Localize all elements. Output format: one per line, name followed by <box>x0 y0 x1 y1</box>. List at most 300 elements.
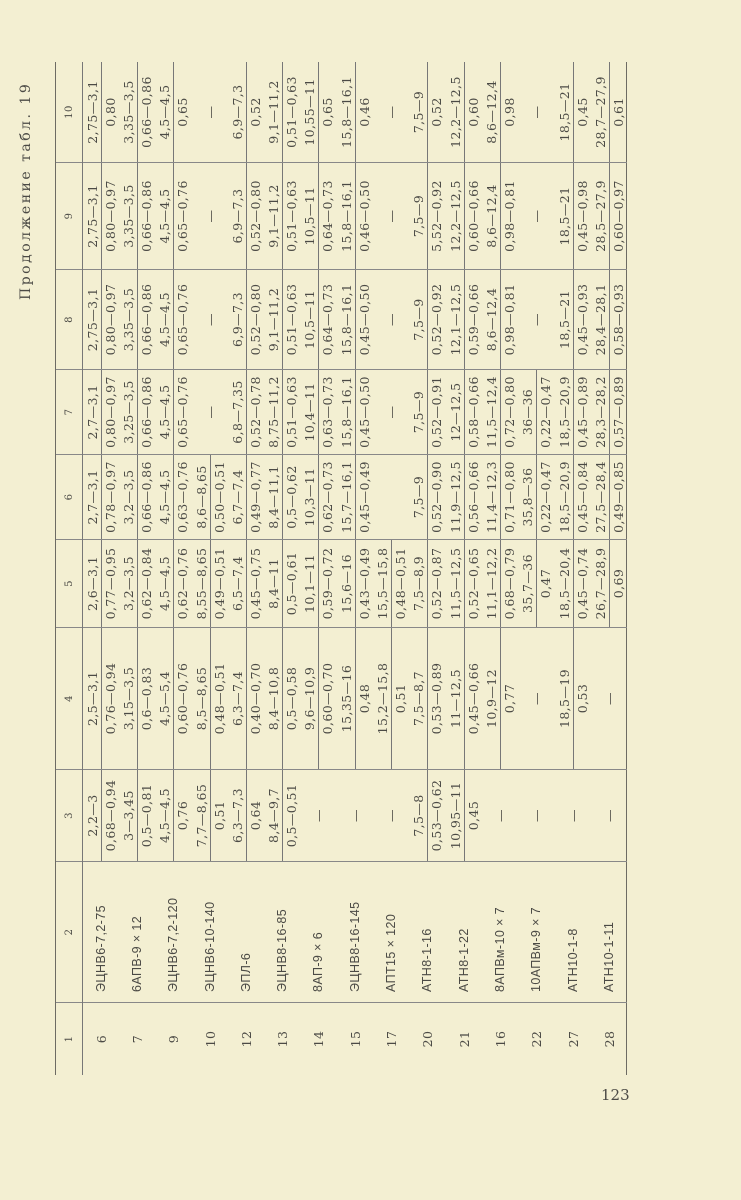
value-cell <box>301 270 337 370</box>
ratio-value: 0,52—0,65 <box>464 540 482 627</box>
range-value: — <box>311 809 327 822</box>
range-value: 15,6—16 <box>338 553 354 614</box>
range-value: 7,5—8,7 <box>411 670 427 727</box>
range-value: 4,5—4,5 <box>157 469 173 525</box>
range-value: 9,6—10,9 <box>302 666 318 731</box>
range-value: 10,5—11 <box>302 186 318 246</box>
value-cell <box>156 270 192 370</box>
ratio-value: 0,66—0,86 <box>137 455 155 539</box>
value-cell <box>591 270 627 370</box>
row-number: 27 <box>565 1030 581 1048</box>
row-number: 9 <box>166 1034 182 1044</box>
ratio-value: 0,59—0,66 <box>464 270 482 369</box>
ratio-value: 0,51 <box>210 770 228 861</box>
table-row <box>555 62 591 1075</box>
range-value: — <box>384 209 400 223</box>
value-cell <box>156 540 192 628</box>
range-value: 12,2—12,5 <box>447 76 463 148</box>
ratio-value: 0,49—0,77 <box>246 455 264 539</box>
range-value: 7,5—8,9 <box>411 555 427 612</box>
value-cell <box>83 370 119 455</box>
range-value: 2,7—3,1 <box>84 469 100 525</box>
range-value: 15,7—16,1 <box>338 461 354 533</box>
value-cell <box>482 455 518 540</box>
range-value: 35,7—36 <box>520 553 536 614</box>
equipment-name-cell <box>410 862 446 1003</box>
column-header <box>56 1003 82 1075</box>
value-cell <box>301 370 337 455</box>
value-cell <box>264 370 300 455</box>
row-number-cell <box>192 1003 228 1075</box>
range-value: 2,75—3,1 <box>84 80 100 144</box>
equipment-name-cell <box>482 862 518 1003</box>
row-number-cell <box>228 1003 264 1075</box>
column-header-label: 5 <box>63 580 75 587</box>
range-value: 3—3,45 <box>120 790 136 841</box>
value-cell <box>446 163 482 270</box>
equipment-name-cell <box>301 862 337 1003</box>
range-value: 18,5—20,4 <box>556 547 572 620</box>
range-value: — <box>529 809 545 822</box>
ratio-value: 0,65—0,76 <box>173 270 191 369</box>
equipment-name: ЭЦНВ8-16-85 <box>275 908 290 992</box>
range-value: — <box>202 405 218 419</box>
ratio-value: 0,45—0,50 <box>355 370 373 454</box>
ratio-value: 0,52—0,87 <box>427 540 445 627</box>
ratio-value: 0,48—0,51 <box>391 540 409 627</box>
range-value: 4,5—4,5 <box>157 384 173 440</box>
value-cell <box>192 628 228 770</box>
range-value: 4,5—4,5 <box>157 291 173 348</box>
range-value: 8,55—8,65 <box>193 547 209 620</box>
range-value: 8,4—9,7 <box>266 787 282 844</box>
value-cell <box>446 370 482 455</box>
equipment-name-cell <box>555 862 591 1003</box>
range-value: 12—12,5 <box>447 382 463 442</box>
value-cell <box>119 163 155 270</box>
ratio-value: 0,80 <box>101 62 119 162</box>
range-value: 36—36 <box>520 388 536 436</box>
ratio-value: 0,57—0,89 <box>609 370 627 454</box>
range-value: 2,6—3,1 <box>84 555 100 612</box>
value-cell <box>83 770 119 862</box>
ratio-value: 0,60—0,97 <box>609 163 627 269</box>
range-value: 11,9—12,5 <box>447 461 463 533</box>
column-header-label: 10 <box>63 105 75 119</box>
range-value: — <box>529 692 545 705</box>
ratio-value: 0,51—0,63 <box>282 370 300 454</box>
row-number-cell <box>519 1003 555 1075</box>
value-cell <box>555 62 591 163</box>
row-number-cell <box>264 1003 300 1075</box>
range-value: 28,7—27,9 <box>592 76 608 148</box>
ratio-value: 0,64—0,73 <box>318 163 336 269</box>
range-value: 6,9—7,3 <box>229 84 245 140</box>
range-value: 28,4—28,1 <box>592 283 608 356</box>
ratio-value: 0,52—0,92 <box>427 270 445 369</box>
value-cell <box>482 370 518 455</box>
range-value: 2,5—3,1 <box>84 670 100 727</box>
row-number-cell <box>337 1003 373 1075</box>
value-cell <box>482 540 518 628</box>
ratio-value: 0,47 <box>536 540 554 627</box>
value-cell <box>337 540 373 628</box>
ratio-value: 0,5—0,81 <box>137 770 155 861</box>
range-value: 4,5—5,4 <box>157 670 173 727</box>
equipment-name-cell <box>192 862 228 1003</box>
equipment-name-cell <box>591 862 627 1003</box>
ratio-value: 0,52—0,91 <box>427 370 445 454</box>
ratio-value: 0,65 <box>318 62 336 162</box>
equipment-name: АТН10-1-8 <box>565 928 580 992</box>
value-cell <box>410 370 446 455</box>
range-value: 11,1—12,2 <box>483 547 499 620</box>
ratio-value: 0,80—0,97 <box>101 370 119 454</box>
value-cell <box>410 62 446 163</box>
value-cell <box>373 628 409 770</box>
ratio-value: 0,45—0,93 <box>573 270 591 369</box>
ratio-value: 0,45—0,75 <box>246 540 264 627</box>
value-cell <box>192 163 228 270</box>
value-cell <box>482 163 518 270</box>
range-value: 10,3—11 <box>302 467 318 527</box>
ratio-value: 0,51—0,63 <box>282 270 300 369</box>
ratio-value: 0,5—0,61 <box>282 540 300 627</box>
ratio-value: 0,45—0,89 <box>573 370 591 454</box>
range-value: 11—12,5 <box>447 668 463 729</box>
ratio-value: 0,45—0,50 <box>355 270 373 369</box>
range-value: — <box>529 313 545 326</box>
range-value: 6,5—7,4 <box>229 555 245 612</box>
range-value: 10,5—11 <box>302 289 318 350</box>
range-value: 9,1—11,2 <box>266 287 282 352</box>
ratio-value: 0,46—0,50 <box>355 163 373 269</box>
equipment-name-cell <box>119 862 155 1003</box>
value-cell <box>555 455 591 540</box>
value-cell <box>555 270 591 370</box>
ratio-value: 0,98—0,81 <box>500 163 518 269</box>
range-value: — <box>384 313 400 326</box>
ratio-value: 0,52 <box>427 62 445 162</box>
ratio-value: 0,46 <box>355 62 373 162</box>
equipment-name: 8АПВм-10 × 7 <box>492 907 507 992</box>
value-cell <box>192 455 228 540</box>
range-value: 2,7—3,1 <box>84 384 100 440</box>
range-value: — <box>601 692 617 705</box>
column-header <box>56 62 82 163</box>
ratio-value: 0,48 <box>355 628 373 769</box>
range-value: 3,35—3,5 <box>120 287 136 352</box>
range-value: — <box>601 809 617 822</box>
ratio-value: 0,60—0,76 <box>173 628 191 769</box>
ratio-value: 0,68—0,79 <box>500 540 518 627</box>
row-number: 12 <box>238 1030 254 1048</box>
row-number: 21 <box>456 1030 472 1048</box>
table-row <box>373 62 409 1075</box>
column-header <box>56 455 82 540</box>
ratio-value: 0,77—0,95 <box>101 540 119 627</box>
row-number-cell <box>555 1003 591 1075</box>
ratio-value: 0,45—0,74 <box>573 540 591 627</box>
value-cell <box>482 770 518 862</box>
range-value: 12,1—12,5 <box>447 283 463 356</box>
value-cell <box>373 62 409 163</box>
range-value: 28,3—28,2 <box>592 376 608 448</box>
value-cell <box>555 628 591 770</box>
range-value: 8,4—11,1 <box>266 465 282 529</box>
range-value: 10,1—11 <box>302 553 318 614</box>
value-cell <box>410 770 446 862</box>
table-row <box>519 62 555 1075</box>
range-value: 4,5—4,5 <box>157 787 173 844</box>
ratio-value: 0,48—0,51 <box>210 628 228 769</box>
range-value: — <box>529 209 545 223</box>
column-header-label: 3 <box>63 812 75 819</box>
ratio-value: 0,6—0,83 <box>137 628 155 769</box>
value-cell <box>301 163 337 270</box>
ratio-value: 0,60 <box>464 62 482 162</box>
ratio-value: 0,64 <box>246 770 264 861</box>
column-header <box>56 163 82 270</box>
equipment-name: ЭЦНВ8-16-145 <box>347 901 362 992</box>
value-cell <box>337 62 373 163</box>
ratio-value: 0,98—0,81 <box>500 270 518 369</box>
value-cell <box>446 628 482 770</box>
ratio-value: 0,56—0,66 <box>464 455 482 539</box>
value-cell <box>264 628 300 770</box>
ratio-value: 0,53—0,62 <box>427 770 445 861</box>
column-header <box>56 540 82 628</box>
row-number: 14 <box>311 1030 327 1048</box>
value-cell <box>555 770 591 862</box>
value-cell <box>519 370 555 455</box>
value-cell <box>264 455 300 540</box>
ratio-value: 0,80—0,97 <box>101 163 119 269</box>
value-cell <box>446 270 482 370</box>
value-cell <box>519 628 555 770</box>
equipment-name: АПТ15 × 120 <box>384 913 399 992</box>
range-value: 18,5—21 <box>556 186 572 246</box>
value-cell <box>373 370 409 455</box>
table-row <box>83 62 119 1075</box>
row-number-cell <box>373 1003 409 1075</box>
value-cell <box>119 62 155 163</box>
ratio-value: 0,59—0,72 <box>318 540 336 627</box>
ratio-value: 0,65—0,76 <box>173 370 191 454</box>
value-cell <box>555 540 591 628</box>
ratio-value: 0,52—0,78 <box>246 370 264 454</box>
column-header <box>56 628 82 770</box>
table-row <box>119 62 155 1075</box>
range-value: 18,5—20,9 <box>556 376 572 448</box>
range-value: — <box>384 809 400 822</box>
equipment-name-cell <box>373 862 409 1003</box>
row-number: 10 <box>202 1030 218 1048</box>
ratio-value: 0,51—0,63 <box>282 163 300 269</box>
value-cell <box>83 455 119 540</box>
range-value: 18,5—19 <box>556 668 572 729</box>
value-cell <box>228 770 264 862</box>
ratio-value: 0,22—0,47 <box>536 455 554 539</box>
column-header-label: 8 <box>63 316 75 323</box>
value-cell <box>410 163 446 270</box>
value-cell <box>83 62 119 163</box>
range-value: 8,6—12,4 <box>483 184 499 248</box>
value-cell <box>482 62 518 163</box>
range-value: 9,1—11,2 <box>266 80 282 144</box>
value-cell <box>337 770 373 862</box>
row-number-cell <box>156 1003 192 1075</box>
range-value: — <box>529 105 545 119</box>
range-value: 7,5—8 <box>411 794 427 837</box>
row-number-cell <box>83 1003 119 1075</box>
range-value: 35,8—36 <box>520 467 536 527</box>
row-number: 6 <box>93 1034 109 1044</box>
value-cell <box>264 62 300 163</box>
range-value: 7,5—9 <box>411 90 427 134</box>
value-cell <box>446 540 482 628</box>
ratio-value: 0,53—0,89 <box>427 628 445 769</box>
range-value: 8,5—8,65 <box>193 666 209 731</box>
ratio-value: 0,65—0,76 <box>173 163 191 269</box>
value-cell <box>228 62 264 163</box>
ratio-value: 0,76 <box>173 770 191 861</box>
equipment-name-cell <box>156 862 192 1003</box>
value-cell <box>410 540 446 628</box>
table-row <box>482 62 518 1075</box>
row-number: 22 <box>529 1030 545 1048</box>
ratio-value: 0,62—0,73 <box>318 455 336 539</box>
value-cell <box>555 163 591 270</box>
table-row <box>156 62 192 1075</box>
ratio-value: 0,43—0,49 <box>355 540 373 627</box>
value-cell <box>337 270 373 370</box>
row-number-cell <box>301 1003 337 1075</box>
ratio-value: 0,62—0,84 <box>137 540 155 627</box>
value-cell <box>192 770 228 862</box>
value-cell <box>228 370 264 455</box>
range-value: 9,1—11,2 <box>266 184 282 248</box>
equipment-name-cell <box>519 862 555 1003</box>
ratio-value: 0,45 <box>573 62 591 162</box>
ratio-value: 0,80—0,97 <box>101 270 119 369</box>
row-number: 17 <box>384 1030 400 1048</box>
ratio-value: 0,50—0,51 <box>210 455 228 539</box>
value-cell <box>264 770 300 862</box>
ratio-value: 0,58—0,93 <box>609 270 627 369</box>
table-row <box>410 62 446 1075</box>
column-header <box>56 270 82 370</box>
value-cell <box>410 628 446 770</box>
range-value: 26,7—28,9 <box>592 547 608 620</box>
value-cell <box>156 628 192 770</box>
value-cell <box>591 540 627 628</box>
value-cell <box>119 370 155 455</box>
ratio-value: 0,45—0,66 <box>464 628 482 769</box>
equipment-name-cell <box>446 862 482 1003</box>
value-cell <box>519 770 555 862</box>
range-value: — <box>384 105 400 119</box>
range-value: 10,55—11 <box>302 78 318 146</box>
column-header-label: 4 <box>63 695 75 702</box>
table-row <box>591 62 627 1075</box>
ratio-value: 0,68—0,94 <box>101 770 119 861</box>
row-number-cell <box>119 1003 155 1075</box>
ratio-value: 0,63—0,73 <box>318 370 336 454</box>
equipment-name: 10АПВм-9 × 7 <box>529 907 544 992</box>
range-value: 2,75—3,1 <box>84 184 100 248</box>
value-cell <box>156 770 192 862</box>
ratio-value: 0,77 <box>500 628 518 769</box>
range-value: 7,7—8,65 <box>193 783 209 848</box>
value-cell <box>192 540 228 628</box>
range-value: 6,9—7,3 <box>229 291 245 348</box>
value-cell <box>373 770 409 862</box>
value-cell <box>228 270 264 370</box>
row-number: 28 <box>601 1030 617 1048</box>
range-value: — <box>202 313 218 326</box>
range-value: 15,2—15,8 <box>375 662 391 735</box>
column-header-label: 7 <box>63 408 75 416</box>
ratio-value: 0,66—0,86 <box>137 62 155 162</box>
ratio-value: 0,62—0,76 <box>173 540 191 627</box>
value-cell <box>591 370 627 455</box>
range-value: — <box>202 105 218 119</box>
value-cell <box>519 455 555 540</box>
value-cell <box>373 455 409 540</box>
ratio-value: 0,45 <box>464 770 482 861</box>
value-cell <box>337 628 373 770</box>
ratio-value: 0,53 <box>573 628 591 769</box>
range-value: — <box>202 209 218 223</box>
value-cell <box>482 628 518 770</box>
value-cell <box>446 62 482 163</box>
equipment-name: 8АП-9 × 6 <box>311 931 326 992</box>
range-value: 11,5—12,5 <box>447 547 463 620</box>
page-number: 123 <box>601 1086 630 1104</box>
row-number: 20 <box>420 1030 436 1048</box>
ratio-value: 0,60—0,70 <box>318 628 336 769</box>
range-value: — <box>384 405 400 419</box>
ratio-value: 0,5—0,62 <box>282 455 300 539</box>
value-cell <box>482 270 518 370</box>
ratio-value: 0,61 <box>609 62 627 162</box>
value-cell <box>373 270 409 370</box>
ratio-value: 0,40—0,70 <box>246 628 264 769</box>
range-value: 6,3—7,3 <box>229 787 245 844</box>
range-value: 8,75—11,2 <box>266 376 282 448</box>
ratio-value: 0,51—0,63 <box>282 62 300 162</box>
value-cell <box>192 370 228 455</box>
value-cell <box>591 455 627 540</box>
value-cell <box>119 770 155 862</box>
table-row <box>192 62 228 1075</box>
range-value: 4,5—4,5 <box>157 84 173 140</box>
ratio-value: 0,78—0,97 <box>101 455 119 539</box>
column-header-label: 6 <box>63 493 75 501</box>
ratio-value: 0,52—0,90 <box>427 455 445 539</box>
equipment-name-cell <box>337 862 373 1003</box>
row-number-cell <box>591 1003 627 1075</box>
value-cell <box>591 62 627 163</box>
column-header <box>56 770 82 862</box>
ratio-value: 0,72—0,80 <box>500 370 518 454</box>
range-value: 15,8—16,1 <box>338 76 354 148</box>
range-value: 12,2—12,5 <box>447 180 463 252</box>
range-value: 3,25—3,5 <box>120 380 136 444</box>
ratio-value: 0,51 <box>391 628 409 769</box>
value-cell <box>119 455 155 540</box>
